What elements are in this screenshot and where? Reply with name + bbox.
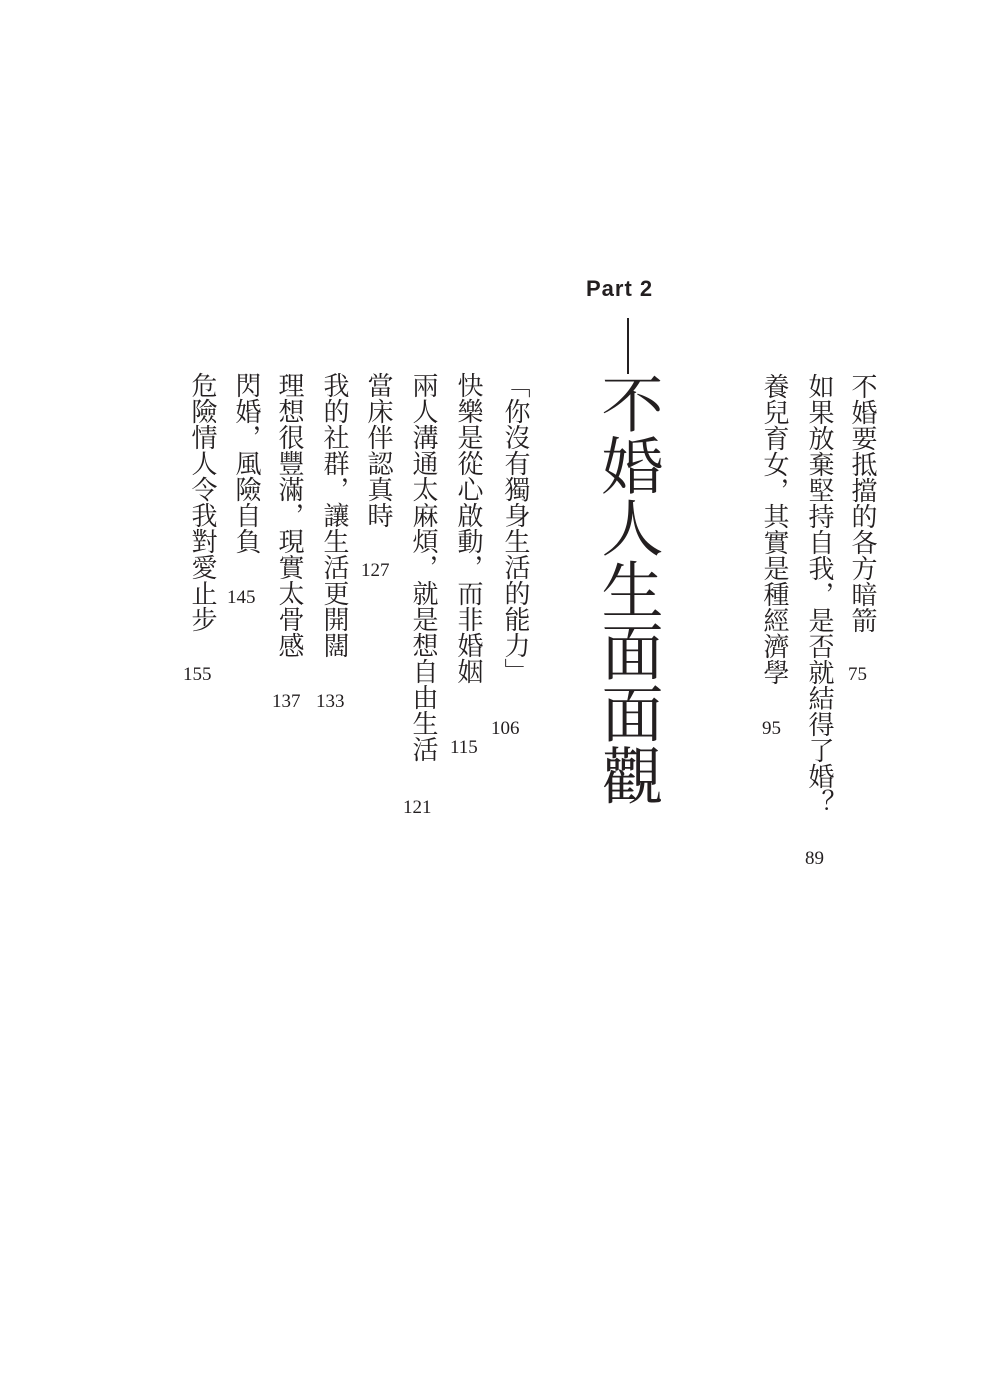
toc-entry-3[interactable] xyxy=(756,373,792,685)
toc-entry-1[interactable] xyxy=(844,373,880,633)
toc-entry-title: 兩人溝通太麻煩，就是想自由生活 xyxy=(408,372,438,762)
toc-page-number: 95 xyxy=(762,718,781,739)
toc-page-number: 89 xyxy=(805,848,824,869)
toc-page-number: 127 xyxy=(361,560,390,581)
toc-entry-title: 養兒育女，其實是種經濟學 xyxy=(759,373,789,685)
toc-entry-title: 如果放棄堅持自我，是否就結得了婚？ xyxy=(804,373,834,815)
toc-page-number: 145 xyxy=(227,587,256,608)
toc-entry-title: 閃婚，風險自負 xyxy=(231,372,261,554)
toc-page-number: 115 xyxy=(450,737,478,758)
toc-entry-title: 當床伴認真時 xyxy=(363,372,393,528)
toc-entry-10[interactable] xyxy=(228,372,264,554)
toc-page-number: 155 xyxy=(183,664,212,685)
toc-entry-title: 危險情人令我對愛止步 xyxy=(187,372,217,632)
toc-entry-title: 「你沒有獨身生活的能力」 xyxy=(500,372,530,684)
toc-page-number: 75 xyxy=(848,664,867,685)
toc-entry-8[interactable] xyxy=(316,372,352,658)
toc-entry-11[interactable] xyxy=(184,372,220,632)
part-number-label: Part 2 xyxy=(586,276,654,301)
toc-entry-title: 不婚要抵擋的各方暗箭 xyxy=(847,373,877,633)
toc-entry-6[interactable] xyxy=(405,372,441,762)
part-title: 不婚人生面面觀 xyxy=(591,372,664,806)
toc-entry-title: 理想很豐滿，現實太骨感 xyxy=(274,372,304,658)
toc-entry-9[interactable] xyxy=(271,372,307,658)
toc-entry-2[interactable] xyxy=(801,373,837,815)
toc-page-number: 121 xyxy=(403,797,432,818)
toc-entry-7[interactable] xyxy=(360,372,396,528)
toc-entry-4[interactable] xyxy=(497,372,533,684)
toc-entry-title: 我的社群，讓生活更開闊 xyxy=(319,372,349,658)
toc-page-number: 137 xyxy=(272,691,301,712)
toc-page-number: 106 xyxy=(491,718,520,739)
toc-entry-5[interactable] xyxy=(450,372,486,684)
title-dash xyxy=(627,318,629,374)
toc-page-number: 133 xyxy=(316,691,345,712)
toc-entry-title: 快樂是從心啟動，而非婚姻 xyxy=(453,372,483,684)
